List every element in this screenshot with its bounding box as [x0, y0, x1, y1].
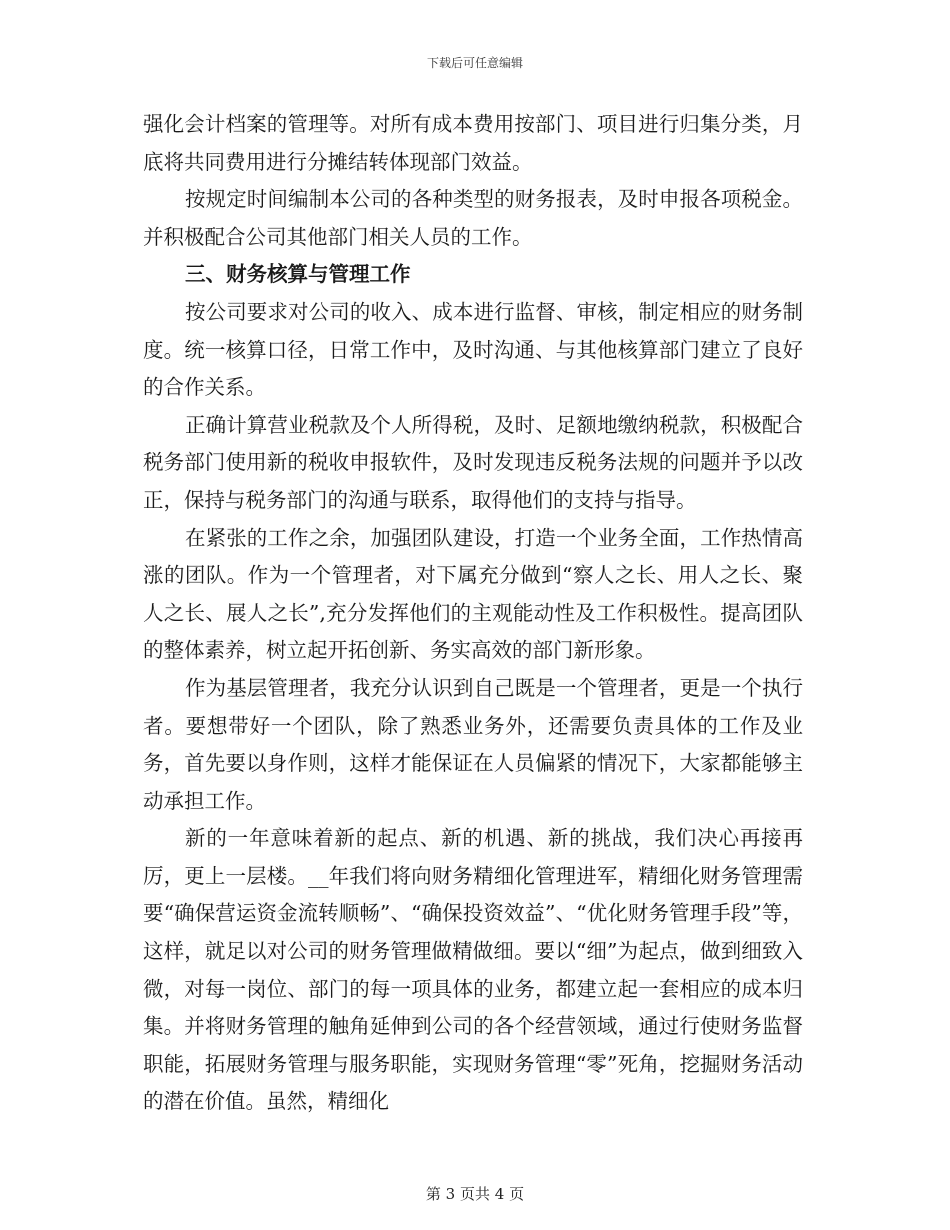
page-footer: 第 3 页共 4 页 [425, 1185, 525, 1203]
paragraph-2: 按规定时间编制本公司的各种类型的财务报表，及时申报各项税金。并积极配合公司其他部门相关人员的工作。 [143, 187, 803, 249]
paragraph-3: 按公司要求对公司的收入、成本进行监督、审核，制定相应的财务制度。统一核算口径，日常工作中，及时沟通、与其他核算部门建立了良好的合作关系。 [143, 299, 803, 400]
paragraph-7: 新的一年意味着新的起点、新的机遇、新的挑战，我们决心再接再厉，更上一层楼。__年我们将向财务精细化管理进军，精细化财务管理需要“确保营运资金流转顺畅”、“确保投资效益”、“优化财务管理手段”等，这样，就足以对公司的财务管理做精做细。要以“细”为起点，做到细致入微，对每一岗位、部门的每一项具体的业务，都建立起一套相应的成本归集。并将财务管理的触角延伸到公司的各个经营领域，通过行使财务监督职能，拓展财务管理与服务职能，实现财务管理“零”死角，挖掘财务活动的潜在价值。虽然，精细化 [143, 826, 803, 1114]
paragraph-4: 正确计算营业税款及个人所得税，及时、足额地缴纳税款，积极配合税务部门使用新的税收申报软件，及时发现违反税务法规的问题并予以改正，保持与税务部门的沟通与联系，取得他们的支持与指导。 [143, 412, 803, 512]
paragraph-6: 作为基层管理者，我充分认识到自己既是一个管理者，更是一个执行者。要想带好一个团队，除了熟悉业务外，还需要负责具体的工作及业务，首先要以身作则，这样才能保证在人员偏紧的情况下，大家都能够主动承担工作。 [143, 675, 803, 813]
paragraph-1: 强化会计档案的管理等。对所有成本费用按部门、项目进行归集分类，月底将共同费用进行分摊结转体现部门效益。 [143, 112, 803, 174]
section-heading: 三、财务核算与管理工作 [185, 262, 411, 287]
document-body [143, 106, 803, 1121]
paragraph-5: 在紧张的工作之余，加强团队建设，打造一个业务全面，工作热情高涨的团队。作为一个管理者，对下属充分做到“察人之长、用人之长、聚人之长、展人之长”,充分发挥他们的主观能动性及工作积极性。提高团队的整体素养，树立起开拓创新、务实高效的部门新形象。 [143, 525, 803, 663]
page-header: 下载后可任意编辑 [426, 56, 523, 70]
